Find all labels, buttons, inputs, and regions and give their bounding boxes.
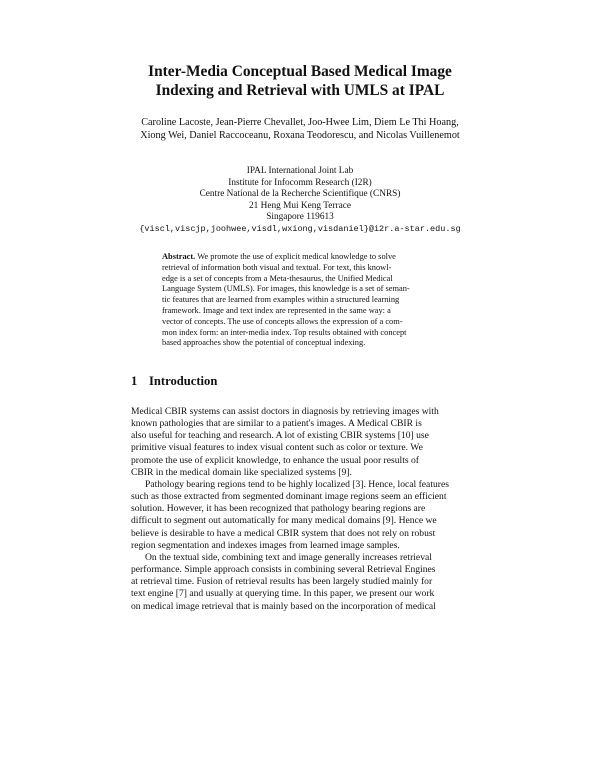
title-line: Inter-Media Conceptual Based Medical Image: [148, 63, 452, 80]
affiliation-line: Singapore 119613: [266, 212, 334, 223]
body-line: on medical image retrieval that is mainly based on the incorporation of medical: [131, 600, 436, 612]
authors-line: Caroline Lacoste, Jean-Pierre Chevallet, Joo-Hwee Lim, Diem Le Thi Hoang,: [141, 117, 459, 128]
body-line: On the textual side, combining text and image generally increases retrieval: [145, 551, 432, 563]
affiliation-line: IPAL International Joint Lab: [246, 166, 354, 176]
body-line: performance. Simple approach consists in combining several Retrieval Engines: [131, 564, 436, 576]
author-emails: {viscl,viscjp,joohwee,visdl,wxiong,visdaniel}@i2r.a-star.edu.sg: [139, 223, 461, 234]
abstract-line: mon index form: an inter-media index. Top results obtained with concept: [162, 327, 407, 337]
body-line: Pathology bearing regions tend to be highly localized [3]. Hence, local features: [145, 478, 449, 490]
body-line: such as those extracted from segmented dominant image regions seem an efficient: [131, 491, 447, 503]
abstract-text: We promote the use of explicit medical knowledge to solve: [197, 252, 396, 261]
body-line: also useful for teaching and research. A lot of existing CBIR systems [10] use: [131, 430, 429, 442]
abstract-line: Language System (UMLS). For images, this knowledge is a set of seman-: [162, 284, 410, 294]
author-list: [80, 116, 520, 142]
body-line: CBIR in the medical domain like specialized systems [9].: [131, 466, 352, 478]
authors-line: Xiong Wei, Daniel Raccoceanu, Roxana Teodorescu, and Nicolas Vuillenemot: [140, 130, 460, 141]
body-line: believe is desirable to have a medical CBIR system that does not rely on robust: [131, 527, 436, 539]
body-line: solution. However, it has been recognized that pathology bearing regions are: [131, 503, 426, 515]
abstract-line: framework. Image and text index are represented in the same way: a: [162, 305, 391, 315]
section-heading: [131, 374, 217, 389]
body-line: text engine [7] and usually at querying time. In this paper, we present our work: [131, 588, 435, 600]
section-title: Introduction: [149, 374, 218, 388]
affiliation-line: Centre National de la Recherche Scientifique (CNRS): [199, 189, 401, 200]
abstract: [162, 252, 444, 349]
abstract-line: vector of concepts. The use of concepts allows the expression of a com-: [162, 316, 403, 326]
affiliation-block: [80, 166, 520, 236]
affiliation-line: 21 Heng Mui Keng Terrace: [249, 200, 351, 211]
abstract-line: tic features that are learned from examples within a structured learning: [162, 295, 400, 305]
body-line: region segmentation and indexes images from learned image samples.: [131, 539, 400, 551]
body-line: difficult to segment out automatically for many medical domains [9]. Hence we: [131, 515, 437, 527]
affiliation-line: Institute for Infocomm Research (I2R): [228, 177, 372, 188]
abstract-line: retrieval of information both visual and textual. For text, this knowl-: [162, 262, 392, 272]
body-text: [131, 406, 449, 613]
section-number: 1: [131, 374, 138, 388]
abstract-line: based approaches show the potential of conceptual indexing.: [162, 338, 366, 348]
body-line: promote the use of explicit knowledge, to enhance the usual poor results of: [131, 454, 419, 466]
title-line: Indexing and Retrieval with UMLS at IPAL: [155, 82, 445, 99]
abstract-label: Abstract.: [162, 252, 196, 261]
body-line: Medical CBIR systems can assist doctors in diagnosis by retrieving images with: [131, 406, 439, 417]
body-line: at retrieval time. Fusion of retrieval results has been largely studied mainly for: [131, 576, 433, 588]
body-line: known pathologies that are similar to a patient's images. A Medical CBIR is: [131, 418, 422, 430]
paper-title: [60, 62, 540, 100]
abstract-first-line: [162, 252, 444, 263]
body-line: primitive visual features to index visual content such as color or texture. We: [131, 442, 423, 454]
abstract-line: edge is a set of concepts from a Meta-thesaurus, the Unified Medical: [162, 273, 393, 283]
